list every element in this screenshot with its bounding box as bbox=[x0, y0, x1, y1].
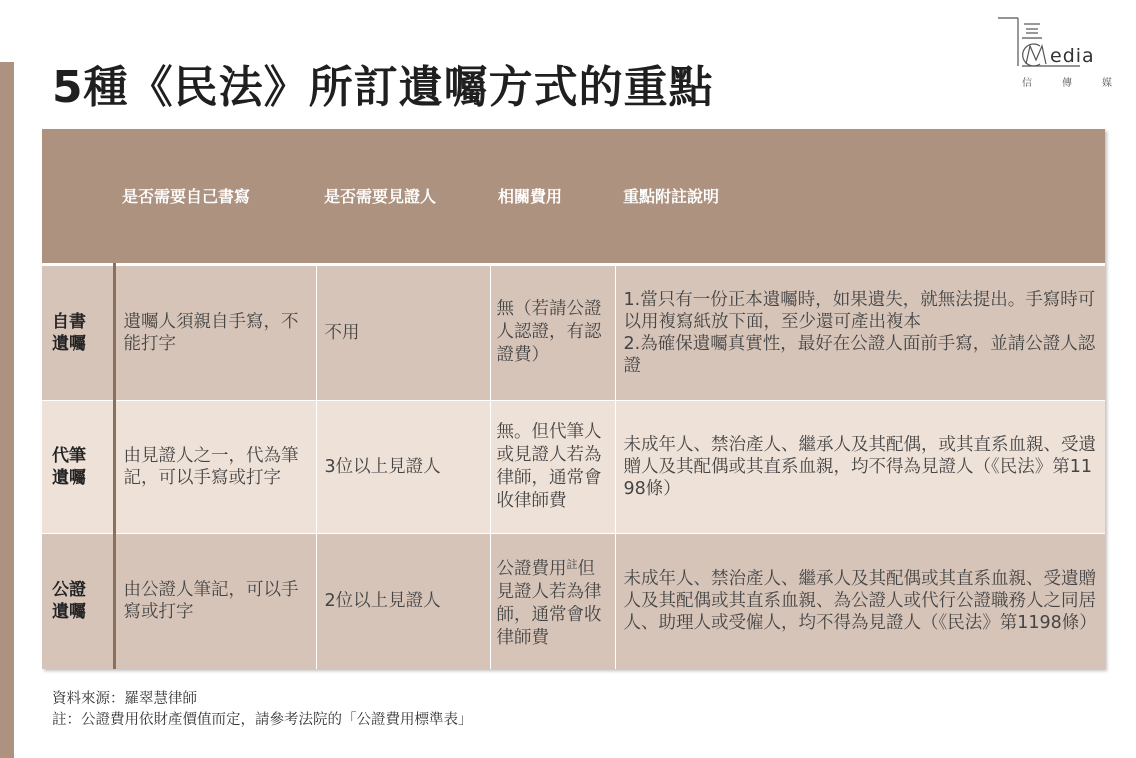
logo-sub-char: 信 bbox=[1022, 78, 1032, 89]
footnote: 註：公證費用依財產價值而定，請參考法院的「公證費用標準表」 bbox=[52, 712, 473, 728]
page-title: 5種《民法》所訂遺囑方式的重點 bbox=[52, 62, 714, 113]
fee-cell: 無（若請公證人認證，有認證費） bbox=[490, 264, 615, 400]
fee-cell: 無。但代筆人或見證人若為律師，通常會收律師費 bbox=[490, 400, 615, 533]
left-accent-bar bbox=[0, 62, 14, 758]
fee-cell bbox=[490, 533, 615, 669]
row-type-line: 遺囑 bbox=[52, 602, 86, 623]
will-methods-table bbox=[42, 129, 1105, 669]
note-line: 未成年人、禁治產人、繼承人及其配偶，或其直系血親、受遺贈人及其配偶或其直系血親，均不得為見證人（《民法》第1198條） bbox=[623, 434, 1096, 499]
table-header-row bbox=[42, 129, 1105, 264]
row-type-line: 代筆 bbox=[52, 445, 86, 466]
header-corner bbox=[42, 129, 114, 264]
table-row bbox=[42, 400, 1105, 533]
note-line: 未成年人、禁治產人、繼承人及其配偶或其直系血親、受遺贈人及其配偶或其直系血親、為公證人或代行公證職務人之同居人、助理人或受僱人，均不得為見證人（《民法》第1198條） bbox=[623, 569, 1097, 634]
footer-notes bbox=[52, 689, 473, 731]
self-write-cell: 由公證人筆記，可以手寫或打字 bbox=[114, 533, 316, 669]
row-type-line: 遺囑 bbox=[52, 467, 86, 488]
note-line: 1.當只有一份正本遺囑時，如果遺失，就無法提出。手寫時可以用複寫紙放下面，至少還可產出複本 bbox=[623, 289, 1096, 332]
logo-sub-char: 傳 bbox=[1062, 78, 1072, 89]
row-type-line: 遺囑 bbox=[52, 333, 86, 354]
row-type-cell bbox=[42, 264, 114, 400]
header-self-write: 是否需要自己書寫 bbox=[122, 187, 251, 207]
witness-cell: 2位以上見證人 bbox=[316, 533, 490, 669]
witness-cell: 3位以上見證人 bbox=[316, 400, 490, 533]
notes-cell bbox=[615, 400, 1105, 533]
table-row bbox=[42, 533, 1105, 669]
notes-cell bbox=[615, 264, 1105, 400]
fee-rest: 但見證人若為律師，通常會收律師費 bbox=[496, 558, 602, 648]
self-write-cell: 遺囑人須親自手寫，不能打字 bbox=[114, 264, 316, 400]
fee-footnote-mark: 註 bbox=[566, 557, 578, 571]
logo-subtitle bbox=[1022, 74, 1112, 89]
row-type-line: 公證 bbox=[52, 580, 86, 601]
witness-cell: 不用 bbox=[316, 264, 490, 400]
table-row bbox=[42, 264, 1105, 400]
header-fee: 相關費用 bbox=[498, 187, 563, 207]
source-credit: 資料來源：羅翠慧律師 bbox=[52, 691, 197, 707]
media-logo bbox=[996, 8, 1124, 88]
note-line: 2.為確保遺囑真實性，最好在公證人面前手寫，並請公證人認證 bbox=[623, 333, 1096, 376]
logo-wordmark: edia bbox=[1050, 45, 1095, 67]
header-notes: 重點附註說明 bbox=[623, 187, 720, 207]
row-type-line: 自書 bbox=[52, 311, 86, 332]
notes-cell bbox=[615, 533, 1105, 669]
header-witness: 是否需要見證人 bbox=[324, 187, 437, 207]
logo-sub-char: 媒 bbox=[1102, 78, 1112, 89]
row-type-cell bbox=[42, 533, 114, 669]
self-write-cell: 由見證人之一，代為筆記，可以手寫或打字 bbox=[114, 400, 316, 533]
fee-main: 公證費用 bbox=[496, 558, 567, 579]
row-type-cell bbox=[42, 400, 114, 533]
